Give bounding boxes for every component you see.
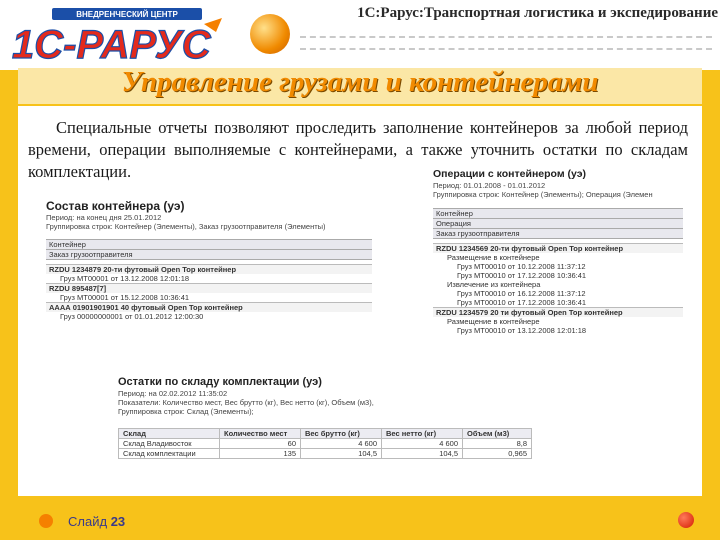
column-header: Заказ грузоотправителя xyxy=(433,228,683,239)
company-logo xyxy=(8,6,238,64)
list-item: Размещение в контейнере xyxy=(433,317,683,326)
list-item: Груз МТ00010 от 17.12.2008 10:36:41 xyxy=(457,271,587,280)
table-cell: Склад комплектации xyxy=(119,449,220,459)
report-grouping: Группировка строк: Контейнер (Элементы), Заказ грузоотправителя (Элементы) xyxy=(46,222,326,231)
column-header: Операция xyxy=(433,218,683,228)
report-grouping: Группировка строк: Склад (Элементы); xyxy=(118,407,254,416)
column-header: Объем (м3) xyxy=(463,429,532,439)
report-title: Состав контейнера (уэ) xyxy=(46,199,185,213)
table-cell: 104,5 xyxy=(301,449,382,459)
column-header: Вес брутто (кг) xyxy=(301,429,382,439)
table-header-row xyxy=(119,429,532,439)
intro-paragraph: Специальные отчеты позволяют проследить заполнение контейнеров за любой период времени, операции выполняемые с контейнерами, а также уточнить остатки по складам комплектации. xyxy=(28,118,688,181)
report-title: Остатки по складу комплектации (уэ) xyxy=(118,376,322,388)
table-row xyxy=(119,449,532,459)
table-cell: 0,965 xyxy=(463,449,532,459)
report-period: Период: на конец дня 25.01.2012 xyxy=(46,213,162,222)
report-container-operations xyxy=(433,170,683,335)
report-period: Период: на 02.02.2012 11:35:02 xyxy=(118,389,228,398)
report-stock-balance xyxy=(118,378,548,459)
list-item: Груз МТ00010 от 10.12.2008 11:37:12 xyxy=(457,262,586,271)
list-item: RZDU 895487[7] xyxy=(46,283,372,293)
column-header: Контейнер xyxy=(433,208,683,218)
logo-badge: ВНЕДРЕНЧЕСКИЙ ЦЕНТР xyxy=(76,10,178,19)
report-container-composition xyxy=(46,199,372,321)
slide-label: Слайд xyxy=(68,514,108,529)
column-header: Вес нетто (кг) xyxy=(382,429,463,439)
table-cell: 4 600 xyxy=(382,439,463,449)
list-item: Груз МТ00010 от 16.12.2008 11:37:12 xyxy=(457,289,586,298)
slide-number xyxy=(68,514,125,529)
table-row xyxy=(119,439,532,449)
list-item: Груз МТ00001 от 15.12.2008 10:36:41 xyxy=(46,293,372,302)
column-header: Количество мест xyxy=(220,429,301,439)
logo-text: 1С-РАРУС xyxy=(12,23,211,64)
column-header: Склад xyxy=(119,429,220,439)
list-item: Извлечение из контейнера xyxy=(433,280,683,289)
report-period: Период: 01.01.2008 - 01.01.2012 xyxy=(433,181,546,190)
report-grouping: Группировка строк: Контейнер (Элементы); Операция (Элемен xyxy=(433,190,653,199)
table-cell: 135 xyxy=(220,449,301,459)
list-item: Груз 00000000001 от 01.01.2012 12:00:30 xyxy=(46,312,372,321)
footer-bullet-icon xyxy=(39,514,53,528)
table-cell: Склад Владивосток xyxy=(119,439,220,449)
column-header: Контейнер xyxy=(46,239,372,249)
table-cell: 8,8 xyxy=(463,439,532,449)
header-title: 1С:Рарус:Транспортная логистика и экспедирование xyxy=(357,5,718,21)
report-title: Операции с контейнером (уэ) xyxy=(433,168,586,180)
table-cell: 60 xyxy=(220,439,301,449)
footer-corner-icon xyxy=(678,512,694,528)
list-item: Груз МТ00001 от 13.12.2008 12:01:18 xyxy=(46,274,372,283)
report-rows xyxy=(433,243,683,335)
report-indicators: Показатели: Количество мест, Вес брутто (кг), Вес нетто (кг), Объем (м3), xyxy=(118,398,374,407)
list-item: Груз МТ00010 от 17.12.2008 10:36:41 xyxy=(457,298,587,307)
list-item: RZDU 1234879 20-ти футовый Open Top контейнер xyxy=(46,264,372,274)
table-cell: 4 600 xyxy=(301,439,382,449)
list-item: RZDU 1234569 20-ти футовый Open Top контейнер xyxy=(433,243,683,253)
list-item: Размещение в контейнере xyxy=(433,253,683,262)
list-item: АААА 01901901901 40 футовый Open Top контейнер xyxy=(46,302,372,312)
table-cell: 104,5 xyxy=(382,449,463,459)
list-item: Груз МТ00010 от 13.12.2008 12:01:18 xyxy=(457,326,587,335)
stock-table xyxy=(118,428,532,459)
column-header: Заказ грузоотправителя xyxy=(46,249,372,260)
list-item: RZDU 1234579 20 ти футовый Open Top контейнер xyxy=(433,307,683,317)
report-rows xyxy=(46,264,372,321)
header-divider xyxy=(300,48,712,50)
slide-title: Управление грузами и контейнерами xyxy=(121,66,599,98)
header-divider xyxy=(300,36,712,38)
slide-number-value: 23 xyxy=(110,514,126,529)
